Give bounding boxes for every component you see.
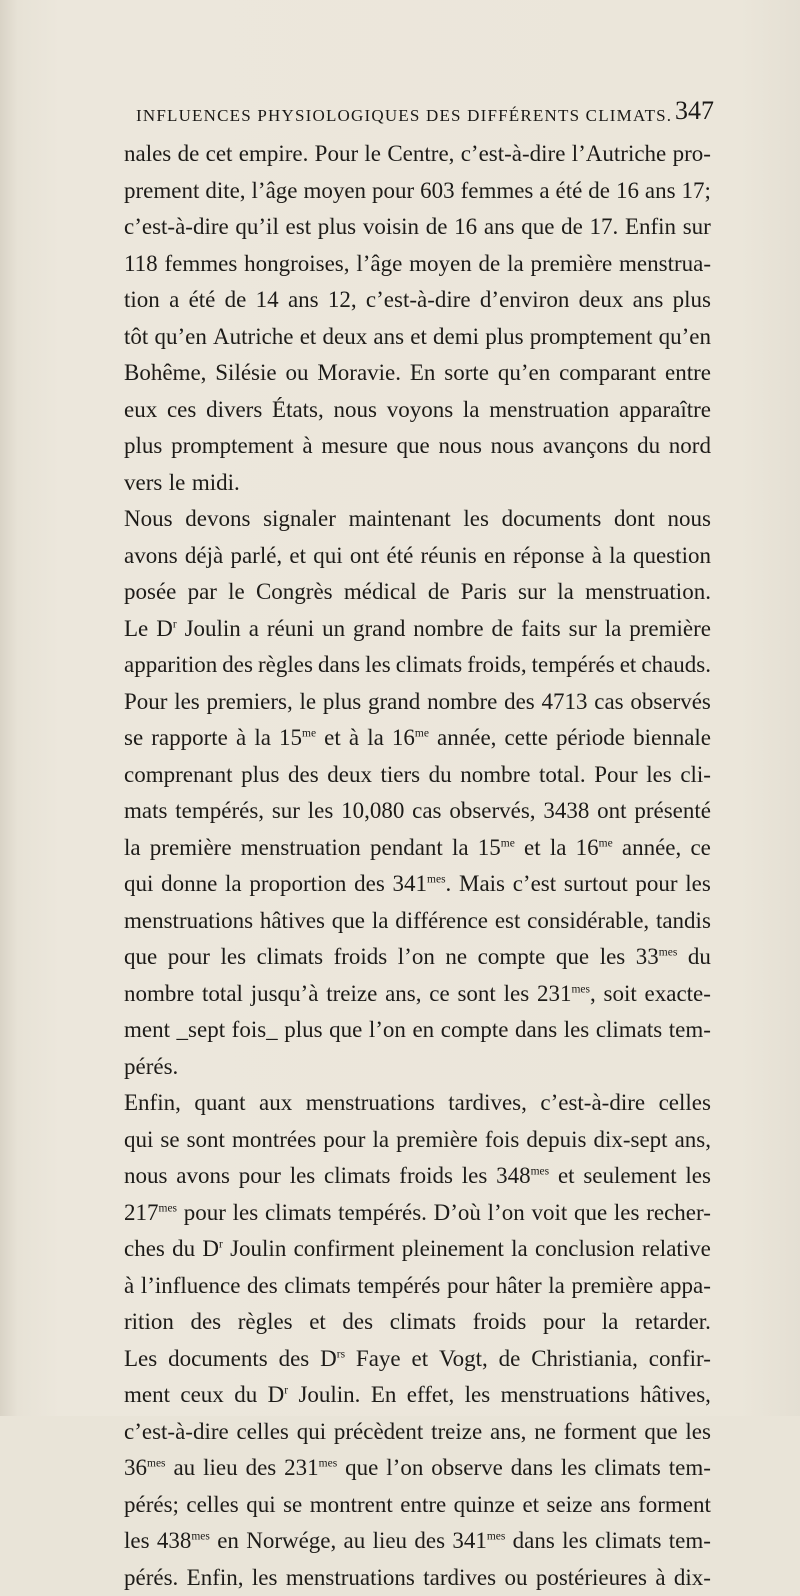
text-line: vers le midi.: [124, 465, 711, 502]
text-line: Enfin, quant aux menstruations tardives, c’est-à-dire celles: [124, 1085, 711, 1122]
text-line: menstruations hâtives que la différence est considérable, tandis: [124, 903, 711, 940]
text-line: qui donne la proportion des $341^{mes}$. Mais c’est surtout pour les: [124, 866, 711, 903]
text-line: Nous devons signaler maintenant les documents dont nous: [124, 501, 711, 538]
text-line: à l’influence des climats tempérés pour hâter la première appa-: [124, 1268, 711, 1305]
text-line: avons déjà parlé, et qui ont été réunis en réponse à la question: [124, 538, 711, 575]
page-number: 347: [675, 96, 714, 126]
text-line: les $438^{mes}$ en Norwége, au lieu des $341^{mes}$ dans les climats tem-: [124, 1523, 711, 1560]
text-line: mats tempérés, sur les 10,080 cas observés, 3438 ont présenté: [124, 793, 711, 830]
text-line: c’est-à-dire qu’il est plus voisin de 16 ans que de 17. Enfin sur: [124, 209, 711, 246]
running-head: INFLUENCES PHYSIOLOGIQUES DES DIFFÉRENTS CLIMATS.: [136, 106, 672, 126]
body-text: [124, 136, 711, 1596]
text-line: 118 femmes hongroises, l’âge moyen de la première menstrua-: [124, 246, 711, 283]
page-header: [0, 92, 800, 132]
text-line: tion a été de 14 ans 12, c’est-à-dire d’environ deux ans plus: [124, 282, 711, 319]
text-line: apparition des règles dans les climats froids, tempérés et chauds.: [124, 647, 711, 684]
text-line: c’est-à-dire celles qui précèdent treize ans, ne forment que les: [124, 1414, 711, 1451]
text-line: tôt qu’en Autriche et deux ans et demi plus promptement qu’en: [124, 319, 711, 356]
text-line: nous avons pour les climats froids les $348^{mes}$ et seulement les: [124, 1158, 711, 1195]
text-line: ches du $D^r$ Joulin confirment pleinement la conclusion relative: [124, 1231, 711, 1268]
text-line: ment ceux du $D^r$ Joulin. En effet, les menstruations hâtives,: [124, 1377, 711, 1414]
text-line: nombre total jusqu’à treize ans, ce sont les $231^{mes}$, soit exacte-: [124, 976, 711, 1013]
text-line: que pour les climats froids l’on ne compte que les $33^{mes}$ du: [124, 939, 711, 976]
text-line: eux ces divers États, nous voyons la menstruation apparaître: [124, 392, 711, 429]
text-line: plus promptement à mesure que nous nous avançons du nord: [124, 428, 711, 465]
text-line: pérés. Enfin, les menstruations tardives ou postérieures à dix-: [124, 1560, 711, 1596]
text-line: la première menstruation pendant la $15^{me}$ et la $16^{me}$ année, ce: [124, 830, 711, 867]
text-line: se rapporte à la $15^{me}$ et à la $16^{me}$ année, cette période biennale: [124, 720, 711, 757]
text-line: Les documents des $D^{rs}$ Faye et Vogt, de Christiania, confir-: [124, 1341, 711, 1378]
text-line: pérés; celles qui se montrent entre quinze et seize ans forment: [124, 1487, 711, 1524]
text-line: comprenant plus des deux tiers du nombre total. Pour les cli-: [124, 757, 711, 794]
text-line: prement dite, l’âge moyen pour 603 femmes a été de 16 ans 17;: [124, 173, 711, 210]
text-line: qui se sont montrées pour la première fois depuis dix-sept ans,: [124, 1122, 711, 1159]
text-line: $217^{mes}$ pour les climats tempérés. D’où l’on voit que les recher-: [124, 1195, 711, 1232]
text-line: Bohême, Silésie ou Moravie. En sorte qu’en comparant entre: [124, 355, 711, 392]
text-line: Le $D^r$ Joulin a réuni un grand nombre de faits sur la première: [124, 611, 711, 648]
text-line: nales de cet empire. Pour le Centre, c’est-à-dire l’Autriche pro-: [124, 136, 711, 173]
text-line: $36^{mes}$ au lieu des $231^{mes}$ que l’on observe dans les climats tem-: [124, 1450, 711, 1487]
text-line: ment _sept fois_ plus que l’on en compte dans les climats tem-: [124, 1012, 711, 1049]
text-line: posée par le Congrès médical de Paris sur la menstruation.: [124, 574, 711, 611]
text-line: pérés.: [124, 1049, 711, 1086]
text-line: rition des règles et des climats froids pour la retarder.: [124, 1304, 711, 1341]
text-line: Pour les premiers, le plus grand nombre des 4713 cas observés: [124, 684, 711, 721]
